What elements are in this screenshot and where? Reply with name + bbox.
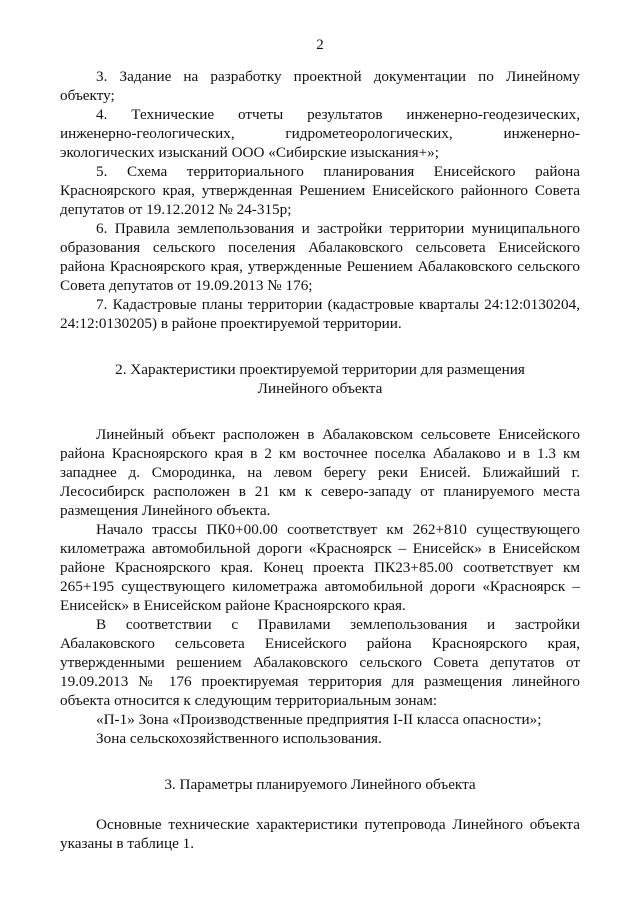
- list-item: 3. Задание на разработку проектной документации по Линейному объекту;: [60, 68, 580, 104]
- section-heading: [60, 360, 580, 398]
- section-heading-line: Линейного объекта: [257, 380, 383, 397]
- paragraph: Зона сельскохозяйственного использования.: [96, 730, 382, 747]
- section-heading: 3. Параметры планируемого Линейного объекта: [164, 776, 476, 793]
- document-body: [60, 67, 580, 853]
- list-item: 7. Кадастровые планы территории (кадастровые кварталы 24:12:0130204, 24:12:0130205) в районе проектируемой территории.: [60, 296, 580, 332]
- paragraph: Линейный объект расположен в Абалаковском сельсовете Енисейского района Красноярского края в 2 км восточнее поселка Абалаково и в 1.3 км западнее д. Смородинка, на левом берегу реки Енисей. Ближайший г. Лесосибирск расположен в 21 км к северо-западу от планируемого места размещения Линейного объекта.: [60, 426, 580, 519]
- paragraph: Основные технические характеристики путепровода Линейного объекта указаны в таблице 1.: [60, 816, 580, 852]
- page-number: 2: [316, 37, 324, 53]
- list-item: 4. Технические отчеты результатов инженерно-геодезических, инженерно-геологических, гидрометеорологических, инженерно-экологических изысканий ООО «Сибирские изыскания+»;: [60, 106, 580, 161]
- list-item: 5. Схема территориального планирования Енисейского района Красноярского края, утвержденная Решением Енисейского районного Совета депутатов от 19.12.2012 № 24-315р;: [60, 163, 580, 218]
- paragraph: Начало трассы ПК0+00.00 соответствует км 262+810 существующего километража автомобильной дороги «Красноярск – Енисейск» в Енисейском районе Красноярского края. Конец проекта ПК23+85.00 соответствует км 265+195 существующего километража автомобильной дороги «Красноярск – Енисейск» в Енисейском районе Красноярского края.: [60, 521, 580, 614]
- section-heading-line: 2. Характеристики проектируемой территории для размещения: [115, 361, 525, 378]
- paragraph: В соответствии с Правилами землепользования и застройки Абалаковского сельсовета Енисейского района Красноярского края, утвержденными решением Абалаковского сельского Совета депутатов от 19.09.2013 № 176 проектируемая территория для размещения линейного объекта относится к следующим территориальным зонам:: [60, 616, 580, 709]
- paragraph: «П-1» Зона «Производственные предприятия I-II класса опасности»;: [96, 711, 542, 728]
- list-item: 6. Правила землепользования и застройки территории муниципального образования сельского поселения Абалаковского сельсовета Енисейского района Красноярского края, утвержденные Решением Абалаковского сельского Совета депутатов от 19.09.2013 № 176;: [60, 220, 580, 294]
